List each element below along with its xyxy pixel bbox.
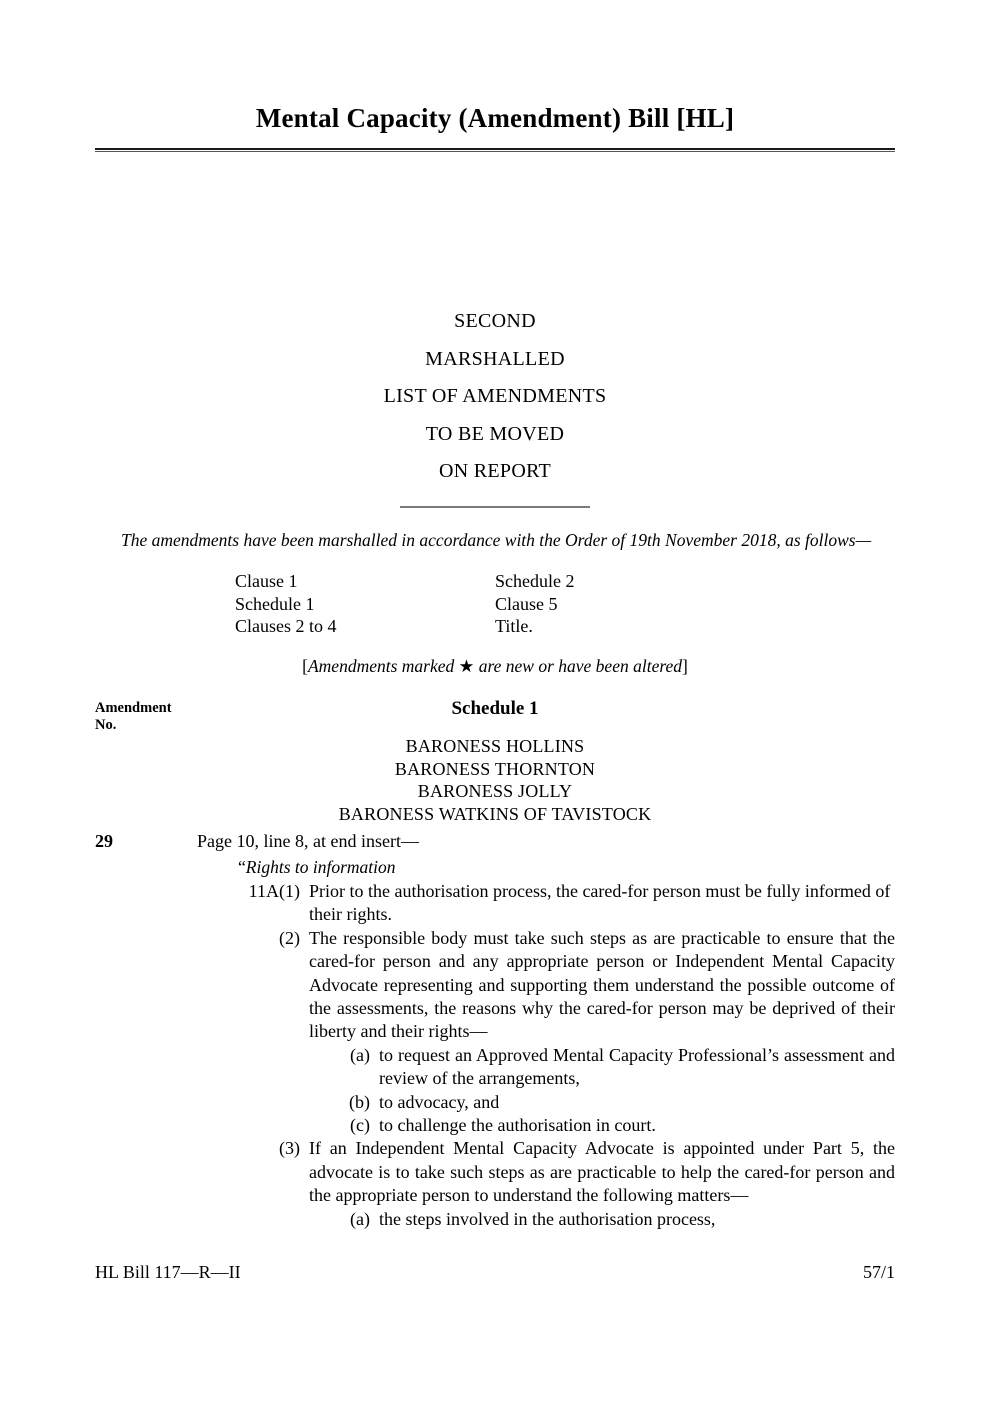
subparagraph-text: to request an Approved Mental Capacity Professional’s assessment and review of the arrangements, — [379, 1044, 895, 1089]
contents-item-right: Title. — [495, 616, 533, 636]
list-heading-block — [95, 303, 895, 491]
subparagraph-marker: (a) — [350, 1208, 370, 1229]
sponsor-name: BARONESS JOLLY — [417, 781, 573, 801]
contents-item-right: Clause 5 — [495, 593, 558, 614]
section-divider — [400, 506, 590, 508]
contents-row — [235, 615, 755, 638]
sponsor-name: BARONESS WATKINS OF TAVISTOCK — [338, 803, 652, 824]
inserted-text-heading — [238, 857, 396, 878]
amendment-column-label-line2: No. — [95, 717, 117, 733]
heading-line-1: SECOND — [454, 310, 536, 332]
contents-item-left: Schedule 1 — [235, 593, 315, 614]
star-note — [95, 656, 895, 677]
star-note-text-before: Amendments marked — [307, 656, 459, 676]
paragraph-text: If an Independent Mental Capacity Advocate is appointed under Part 5, the advocate is to take such steps as are practicable to help the cared-for person and the appropriate person to understand the following matters— — [309, 1138, 895, 1206]
amendment-lead-in: Page 10, line 8, at end insert— — [197, 831, 419, 851]
amendment-subparagraph — [337, 1044, 895, 1091]
amendment-body — [197, 880, 895, 1231]
subparagraph-text: to advocacy, and — [379, 1091, 500, 1112]
amendment-paragraph — [238, 880, 895, 927]
title-divider — [95, 148, 895, 152]
sponsor-list — [95, 735, 895, 825]
footer-bill-reference: HL Bill 117—R—II — [95, 1262, 241, 1282]
inserted-text-heading-label: Rights to information — [245, 857, 396, 877]
star-note-text-after: are new or have been altered — [474, 656, 683, 676]
sponsor-name: BARONESS THORNTON — [394, 758, 596, 779]
marshalling-note: The amendments have been marshalled in accordance with the Order of 19th November 2018, as follows— — [121, 530, 872, 550]
footer-page-number: 57/1 — [862, 1262, 895, 1282]
contents-row — [235, 593, 755, 616]
paragraph-text: Prior to the authorisation process, the cared-for person must be fully informed of their rights. — [309, 881, 891, 925]
amendment-column-label-line1: Amendment — [95, 700, 172, 716]
amendment-subparagraph — [337, 1091, 895, 1114]
subparagraph-marker: (c) — [350, 1115, 370, 1136]
open-quote: “ — [238, 857, 246, 877]
amendment-subparagraph — [337, 1208, 895, 1231]
subparagraph-text: to challenge the authorisation in court. — [379, 1115, 656, 1136]
heading-line-4: TO BE MOVED — [425, 422, 565, 445]
star-note-close-bracket: ] — [682, 656, 688, 676]
star-icon: ★ — [458, 656, 475, 676]
paragraph-marker: 11A(1) — [248, 881, 300, 901]
paragraph-marker: (2) — [279, 927, 300, 948]
schedule-heading: Schedule 1 — [451, 698, 539, 719]
subparagraph-marker: (b) — [349, 1091, 370, 1112]
contents-list — [235, 570, 755, 638]
paragraph-text: The responsible body must take such steps as are practicable to ensure that the cared-for person and any appropriate person or Independent Mental Capacity Advocate representing and supporting them understand the possible outcome of the assessments, the reasons why the cared-for person may be deprived of their liberty and their rights— — [309, 927, 895, 1042]
paragraph-marker: (3) — [279, 1138, 300, 1159]
subparagraph-text: the steps involved in the authorisation process, — [379, 1208, 716, 1229]
amendment-paragraph — [238, 927, 895, 1044]
contents-row — [235, 570, 755, 593]
sponsor-name: BARONESS HOLLINS — [405, 736, 585, 756]
heading-line-3: LIST OF AMENDMENTS — [383, 385, 607, 407]
contents-item-left: Clause 1 — [235, 571, 298, 591]
contents-item-left: Clauses 2 to 4 — [235, 616, 337, 636]
contents-item-right: Schedule 2 — [495, 571, 575, 591]
heading-line-5: ON REPORT — [438, 460, 552, 482]
amendment-paragraph — [238, 1137, 895, 1207]
star-note-open-bracket: [ — [302, 656, 308, 676]
heading-line-2: MARSHALLED — [425, 347, 565, 370]
page-title: Mental Capacity (Amendment) Bill [HL] — [255, 103, 735, 133]
amendment-number: 29 — [95, 831, 113, 851]
amendment-subparagraph — [337, 1114, 895, 1137]
subparagraph-marker: (a) — [350, 1044, 370, 1065]
